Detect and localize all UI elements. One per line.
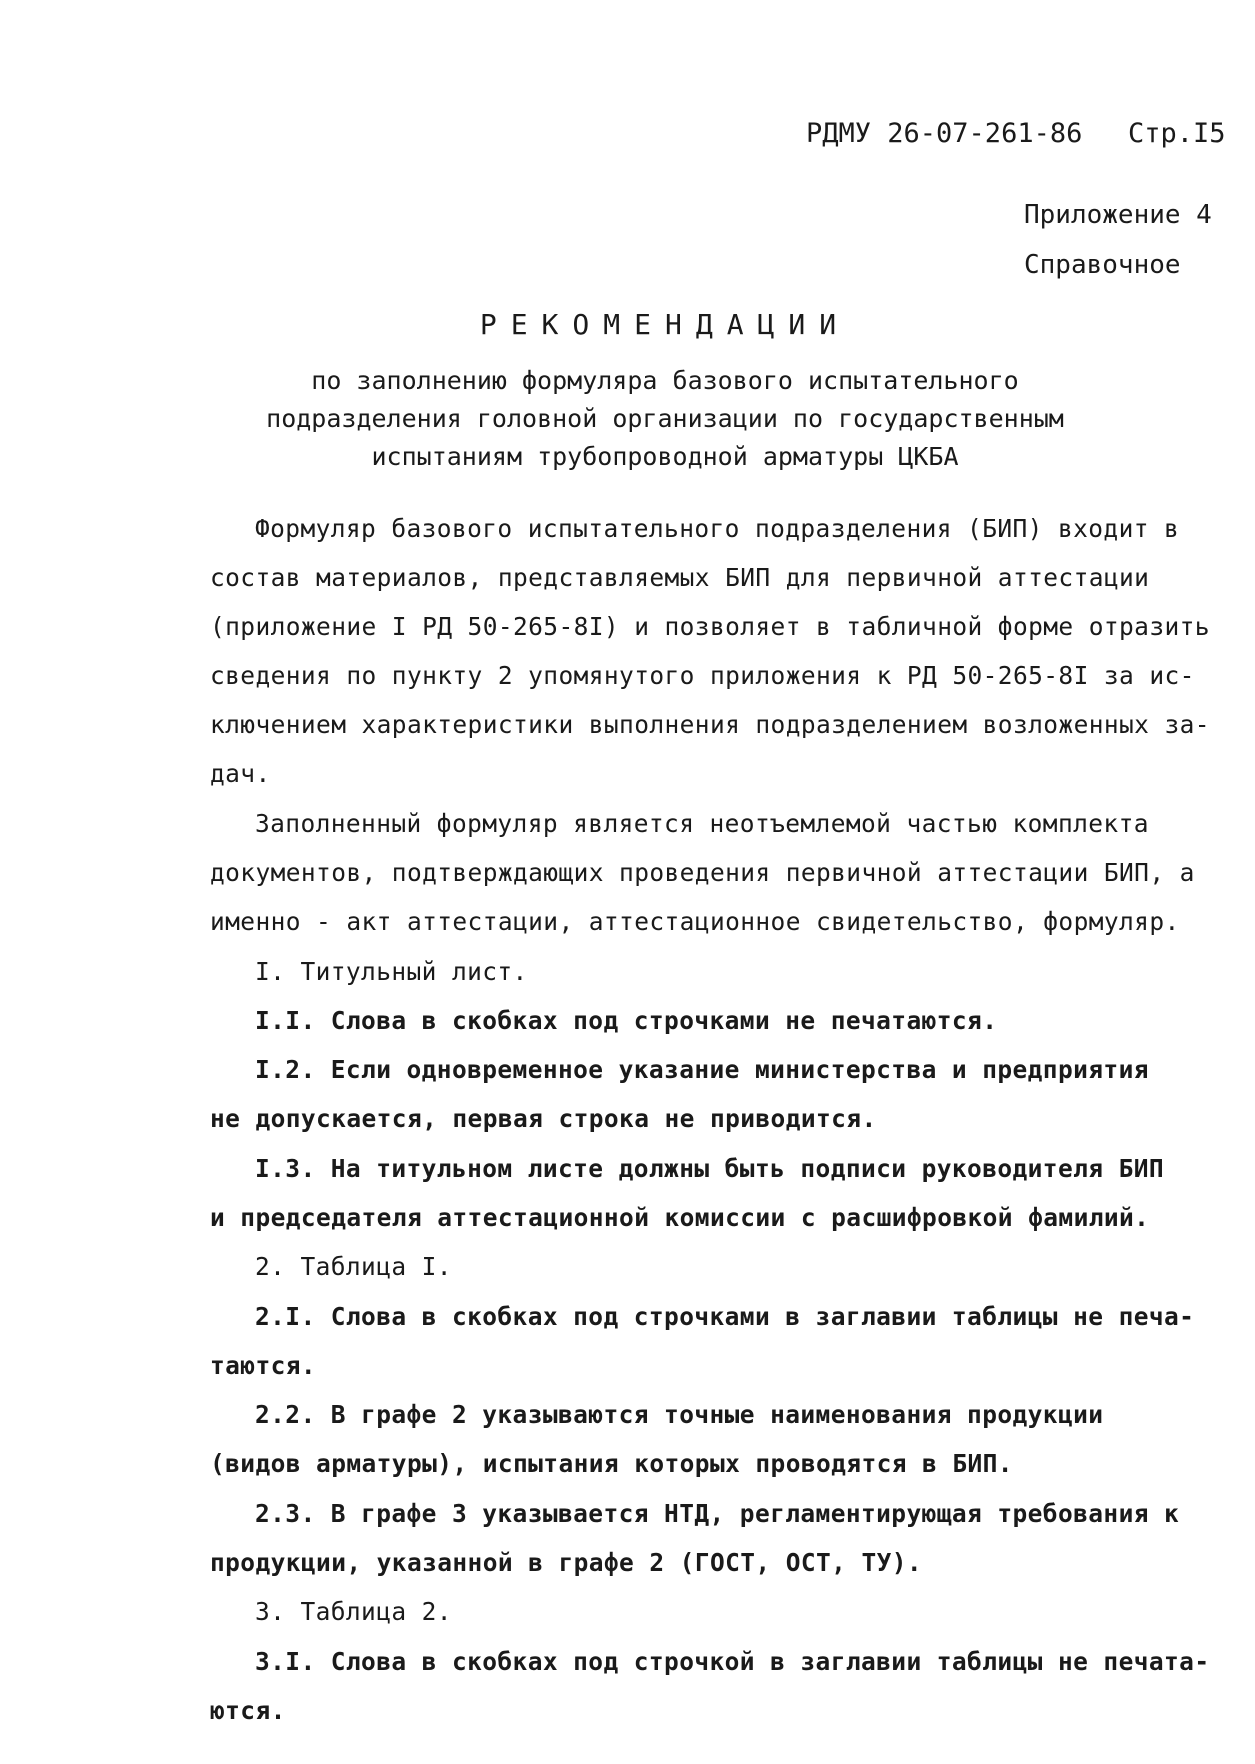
paragraph-line: I.3. На титульном листе должны быть подписи руководителя БИП <box>255 1154 1165 1183</box>
document-heading: РЕКОМЕНДАЦИИ <box>479 308 851 341</box>
paragraph-line: (приложение I РД 50-265-8I) и позволяет в табличной форме отразить <box>210 612 1210 641</box>
appendix-number: Приложение 4 <box>1024 200 1212 230</box>
paragraph-line: именно - акт аттестации, аттестационное свидетельство, формуляр. <box>210 907 1180 936</box>
paragraph-line: (видов арматуры), испытания которых проводятся в БИП. <box>210 1449 1013 1478</box>
paragraph-line: 2.2. В графе 2 указываются точные наименования продукции <box>255 1400 1104 1429</box>
paragraph-line: документов, подтверждающих проведения первичной аттестации БИП, а <box>210 858 1195 887</box>
paragraph-line: I.I. Слова в скобках под строчками не печатаются. <box>255 1006 998 1035</box>
paragraph-line: продукции, указанной в графе 2 (ГОСТ, ОСТ, ТУ). <box>210 1548 923 1577</box>
paragraph-line: и председателя аттестационной комиссии с расшифровкой фамилий. <box>210 1203 1150 1232</box>
paragraph-line: 3.I. Слова в скобках под строчкой в заглавии таблицы не печата- <box>255 1647 1210 1676</box>
paragraph-line: сведения по пункту 2 упомянутого приложения к РД 50-265-8I за ис- <box>210 661 1195 690</box>
section-heading: 2. Таблица I. <box>255 1252 452 1281</box>
paragraph-line: ключением характеристики выполнения подразделением возложенных за- <box>210 710 1210 739</box>
section-heading: 3. Таблица 2. <box>255 1597 452 1626</box>
paragraph-line: не допускается, первая строка не приводится. <box>210 1104 877 1133</box>
paragraph-line: Формуляр базового испытательного подразделения (БИП) входит в <box>255 514 1180 543</box>
title-line: испытаниям трубопроводной арматуры ЦКБА <box>371 442 959 471</box>
title-line: по заполнению формуляра базового испытательного <box>311 366 1019 395</box>
appendix-type: Справочное <box>1024 250 1181 280</box>
section-heading: I. Титульный лист. <box>255 957 528 986</box>
title-line: подразделения головной организации по государственным <box>266 404 1064 433</box>
paragraph-line: ются. <box>210 1696 286 1725</box>
page-number: Стр.I5 <box>1128 118 1226 149</box>
paragraph-line: состав материалов, представляемых БИП для первичной аттестации <box>210 563 1150 592</box>
paragraph-line: таются. <box>210 1351 317 1380</box>
paragraph-line: дач. <box>210 759 271 788</box>
paragraph-line: 2.I. Слова в скобках под строчками в заглавии таблицы не печа- <box>255 1302 1195 1331</box>
paragraph-line: I.2. Если одновременное указание министерства и предприятия <box>255 1055 1149 1084</box>
paragraph-line: 2.3. В графе 3 указывается НТД, регламентирующая требования к <box>255 1499 1180 1528</box>
document-code: РДМУ 26-07-261-86 <box>806 118 1083 149</box>
paragraph-line: Заполненный формуляр является неотъемлемой частью комплекта <box>255 809 1149 838</box>
